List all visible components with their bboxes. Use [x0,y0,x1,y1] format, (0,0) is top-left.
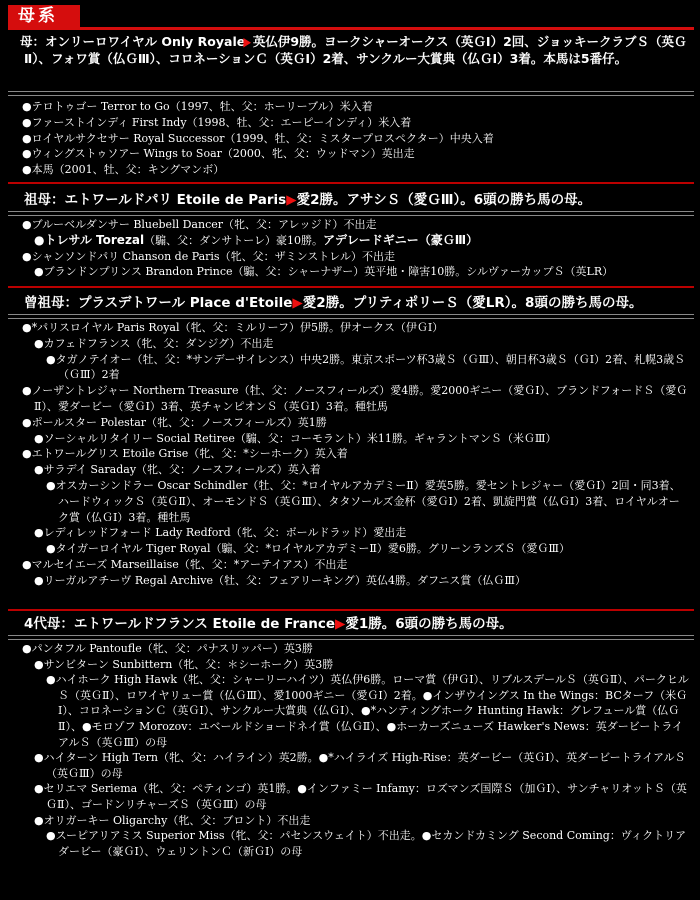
dam-block [8,33,694,67]
dam-desc-1: 英仏伊9勝。ヨークシャーオークス（英ＧⅠ）2回、ジョッキークラブＳ [252,34,650,49]
list-item: ●サラデイ Saraday（牝、父：ノースフィールズ）英入着 [34,463,321,477]
granddam-desc: 愛2勝。アサシＳ（愛ＧⅢ）。6頭の勝ち馬の母。 [296,192,592,208]
granddam-produce-list [22,217,690,280]
fourth-dam-produce-list [22,641,690,859]
arrow-icon: ▶ [286,192,297,208]
list-item: ●マルセイエーズ Marseillaise（牝、父：*アーテイアス）不出走 [22,557,348,571]
dam-label: 母：オンリーロワイヤル Only Royale [20,34,246,49]
list-item: ●*パリスロイヤル Paris Royal（牝、父：ミルリーフ）伊5勝。伊オークス（伊ＧⅠ） [22,321,444,334]
divider [8,314,694,319]
third-dam-header [8,293,694,313]
list-item-name: ●トレサル Torezal [34,232,145,247]
divider [8,182,694,184]
list-item: ●スーピアリアミス Superior Miss（牝、父：パセンスウェイト）不出走。●セカンドカミング Second Coming：ヴィクトリアダービー（豪ＧⅠ）、ウェリントンＣ（新ＧⅠ）の母 [46,829,687,858]
list-item: ●リーガルアチーヴ Regal Archive（牡、父：フェアリーキング）英仏4勝。ダフニス賞（仏ＧⅢ） [34,573,527,587]
list-item: ●シャンソンドパリ Chanson de Paris（牝、父：ザミンストレル）不出走 [22,249,395,263]
third-dam-desc: 愛2勝。プリティポリーＳ（愛LR）。8頭の勝ち馬の母。 [302,295,643,311]
list-item: ●オリガーキー Oligarchy（牝、父：ブロント）不出走 [34,813,311,827]
third-dam-produce-list [22,320,690,589]
list-item: ●ハイターン High Tern（牝、父：ハイライン）英2勝。●*ハイライズ High-Rise：英ダービー（英ＧⅠ）、英ダービートライアルＳ（英ＧⅢ）の母 [34,751,686,780]
list-item-detail: （騸、父：ダンサトーレ）豪10勝。 [144,233,324,247]
list-item: ●パンタフル Pantoufle（牝、父：パナスリッパー）英3勝 [22,642,313,655]
section-title: 母系 [8,5,80,28]
list-item: ●タイガーロイヤル Tiger Royal（騸、父：*ロイヤルアカデミーⅡ）愛6勝。グリーンランズＳ（愛ＧⅢ） [46,542,570,556]
divider [8,286,694,288]
list-item: ●ファーストインディ First Indy（1998、牡、父：エーピーインディ）米入着 [22,115,412,129]
list-item: ●ポールスター Polestar（牝、父：ノースフィールズ）英1勝 [22,415,327,429]
list-item: ●テロトゥゴー Terror to Go（1997、牡、父：ホーリーブル）米入着 [22,100,373,113]
granddam-label: 祖母：エトワールドパリ Etoile de Paris [24,192,287,208]
list-item: ●ウィングストゥソアー Wings to Soar（2000、牝、父：ウッドマン）英出走 [22,147,415,161]
arrow-icon: ▶ [292,295,303,311]
list-item: ●エトワールグリス Etoile Grise（牝、父：*シーホーク）英入着 [22,447,348,461]
list-item: ●セリエマ Seriema（牝、父：ペティンゴ）英1勝。●インファミー Infamy：ロズマンズ国際Ｓ（加ＧⅠ）、サンチャリオットＳ（英ＧⅡ）、ゴードンリチャーズＳ（英ＧⅢ）の母 [34,782,687,811]
list-item: ●タガノテイオー（牡、父：*サンデーサイレンス）中央2勝。東京スポーツ杯3歳Ｓ（ＧⅢ）、朝日杯3歳Ｓ（ＧⅠ）2着、札幌3歳Ｓ（ＧⅢ）2着 [46,352,686,382]
list-item-race: アデレードギニー（豪ＧⅢ） [323,232,479,247]
divider [8,635,694,640]
list-item: ●オスカーシンドラー Oscar Schindler（牡、父：*ロイヤルアカデミーⅡ）愛英5勝。愛セントレジャー（愛ＧⅠ）2回・同3着、ハードウィックＳ（英ＧⅡ）、オーモンドＳ（英ＧⅢ）、タタソールズ金杯（愛ＧⅠ）2着、凱旋門賞（仏ＧⅠ）3着、ロイヤルオーク賞（仏ＧⅠ）3着。種牡馬 [46,478,681,524]
list-item: ●レディレッドフォード Lady Redford（牝、父：ボールドラッド）愛出走 [34,526,407,540]
list-item: ●カフェドフランス（牝、父：ダンジグ）不出走 [34,336,274,350]
dam-desc-2: （英ＧⅡ）、フォワ賞（仏ＧⅢ）、コロネーションＣ（英ＧⅠ）2着、サンクルー大賞典（仏ＧⅠ）3着。本馬は5番仔。 [24,34,687,66]
divider [8,211,694,216]
list-item: ●ハイホーク High Hawk（牝、父：シャーリーハイツ）英仏伊6勝。ローマ賞（伊ＧⅠ）、リブルスデールＳ（英ＧⅡ）、パークヒルＳ（英ＧⅡ）、ロワイヤリュー賞（仏ＧⅢ）、愛1000ギニー（愛ＧⅠ）2着。●インザウイングス In the Wings：BCターフ（米ＧⅠ）、コロネーションＣ（英ＧⅠ）、サンクルー大賞典（仏ＧⅠ）、●*ハンティングホーク Hunting Hawk：グレフュール賞（仏ＧⅡ）、●モロゾフ Morozov：ユベールドショードネイ賞（仏ＧⅡ）、●ホーカーズニューズ Hawker's News：英ダービートライアルＳ（英ＧⅢ）の母 [46,673,689,749]
list-item [22,233,690,249]
fourth-dam-header [8,614,694,634]
third-dam-label: 曾祖母：プラスデトワール Place d'Etoile [24,295,293,311]
fourth-dam-label: 4代母：エトワールドフランス Etoile de France [24,616,335,632]
divider [8,609,694,611]
list-item: ●ブルーベルダンサー Bluebell Dancer（牝、父：アレッジド）不出走 [22,218,377,231]
list-item: ●ノーザントレジャー Northern Treasure（牡、父：ノースフィールズ）愛4勝。愛2000ギニー（愛ＧⅠ）、ブランドフォードＳ（愛ＧⅡ）、愛ダービー（愛ＧⅠ）3着、英チャンピオンＳ（英ＧⅠ）3着。種牡馬 [22,384,688,413]
dam-description [8,33,694,67]
granddam-header [8,190,694,210]
list-item: ●ロイヤルサクセサー Royal Successor（1999、牡、父：ミスタープロスペクター）中央入着 [22,131,494,145]
title-rule [8,27,694,30]
list-item: ●ブランドンプリンス Brandon Prince（騸、父：シャーナザー）英平地・障害10勝。シルヴァーカップＳ（英LR） [34,265,614,279]
list-item: ●サンビターン Sunbittern（牝、父：＊シーホーク）英3勝 [34,657,334,671]
arrow-icon: ▶ [335,616,346,632]
divider [8,91,694,96]
fourth-dam-desc: 愛1勝。6頭の勝ち馬の母。 [345,616,513,632]
arrow-icon: ▶ [243,34,252,49]
list-item: ●ソーシャルリタイリー Social Retiree（騸、父：コーモラント）米11勝。ギャラントマンＳ（米ＧⅢ） [34,431,557,445]
list-item: ●本馬（2001、牡、父：キングマンボ） [22,163,225,177]
dam-produce-list [22,99,690,178]
